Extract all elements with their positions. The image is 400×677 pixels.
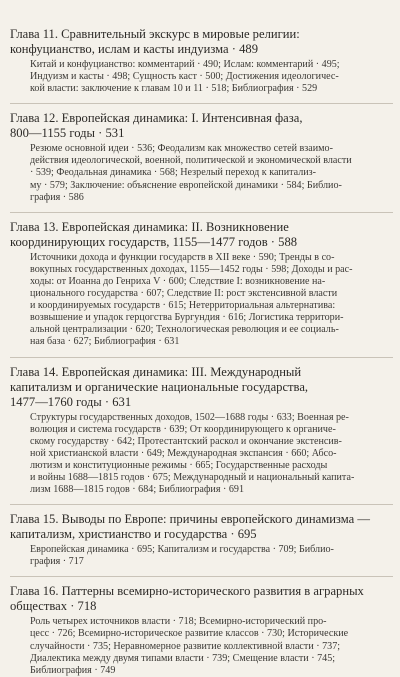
section-line: альной централизации · 620; Технологическая революция и ее социаль- [30, 324, 339, 336]
chapter-16-title [10, 584, 393, 614]
section-line: случайности · 735; Неравномерное развитие коллективной власти · 737; [30, 640, 341, 652]
chapter-12 [10, 111, 393, 203]
chapter-11 [10, 27, 393, 95]
chapter-13 [10, 220, 393, 349]
section-line: Библиография · 749 [30, 664, 116, 676]
section-line: Индуизм и касты · 498; Сущность каст · 500; Достижения идеологичес- [30, 71, 339, 83]
section-line: действия идеологической, военной, политической и экономической власти [30, 155, 352, 167]
chapter-15-title [10, 512, 393, 542]
chapter-11-sections [10, 59, 393, 95]
chapter-title-line: конфуцианство, ислам и касты индуизма · 489 [10, 42, 259, 56]
chapter-13-sections [10, 252, 393, 349]
section-line: му · 579; Заключение: объяснение европейской динамики · 584; Библио- [30, 179, 342, 191]
section-line: Источники дохода и функции государств в XII веке · 590; Тренды в со- [30, 251, 335, 263]
divider [10, 212, 393, 213]
section-line: возвышение и упадок герцогства Бургундия · 616; Логистика территори- [30, 312, 344, 324]
chapter-12-sections [10, 143, 393, 203]
chapter-title-line: обществах · 718 [10, 599, 97, 614]
section-line: ная база · 627; Библиография · 631 [30, 336, 180, 348]
divider [10, 357, 393, 358]
section-line: Роль четырех источников власти · 718; Всемирно-исторический про- [30, 616, 327, 628]
section-line: Структуры государственных доходов, 1502—1688 годы · 633; Военная ре- [30, 411, 349, 423]
section-line: скому государству · 642; Протестантский раскол и окончание экстенсив- [30, 435, 342, 447]
section-line: и войны 1688—1815 годов · 675; Международный и национальный капита- [30, 471, 355, 483]
chapter-title-line: Глава 14. Европейская динамика: III. Международный [10, 364, 302, 379]
chapter-15-sections [10, 544, 393, 568]
chapter-title-line: Глава 12. Европейская динамика: I. Интенсивная фаза, [10, 111, 303, 126]
section-line: ходы: от Иоанна до Генриха V · 600; Следствие I: возникновение на- [30, 275, 326, 287]
chapter-title-line: Глава 11. Сравнительный экскурс в мировые религии: [10, 27, 300, 41]
section-line: Диалектика между двумя типами власти · 739; Смещение власти · 745; [30, 652, 336, 664]
section-line: ционального государства · 607; Следствие II: рост экстенсивной власти [30, 288, 338, 300]
chapter-title-line: капитализм и органические национальные государства, [10, 379, 309, 394]
section-line: графия · 717 [30, 556, 84, 568]
divider [10, 504, 393, 505]
section-line: Китай и конфуцианство: комментарий · 490; Ислам: комментарий · 495; [30, 59, 340, 70]
chapter-title-line: Глава 16. Паттерны всемирно-исторического развития в аграрных [10, 584, 364, 599]
chapter-15 [10, 512, 393, 568]
chapter-title-line: Глава 15. Выводы по Европе: причины европейского динамизма — [10, 512, 370, 527]
section-line: вокупных государственных доходах, 1155—1452 годы · 598; Доходы и рас- [30, 263, 353, 275]
chapter-14 [10, 365, 393, 497]
chapter-title-line: 800—1155 годы · 531 [10, 126, 125, 141]
section-line: лизм 1688—1815 годов · 684; Библиография · 691 [30, 484, 245, 496]
chapter-12-title [10, 111, 393, 141]
section-line: цесс · 726; Всемирно-историческое развитие классов · 730; Исторические [30, 628, 349, 640]
section-line: волюция и система государств · 639; От координирующего к органиче- [30, 423, 336, 435]
section-line: кой власти: заключение к главам 10 и 11 · 518; Библиография · 529 [30, 83, 318, 95]
chapter-16-sections [10, 616, 393, 676]
chapter-11-title [10, 27, 393, 57]
chapter-title-line: 1477—1760 годы · 631 [10, 394, 132, 409]
section-line: Европейская динамика · 695; Капитализм и государства · 709; Библио- [30, 544, 334, 556]
chapter-16 [10, 584, 393, 676]
chapter-title-line: Глава 13. Европейская динамика: II. Возникновение [10, 219, 289, 234]
section-line: лютизм и конституционные режимы · 665; Государственные расходы [30, 459, 328, 471]
section-line: · 539; Феодальная динамика · 568; Незрелый переход к капитализ- [30, 167, 316, 179]
chapter-title-line: координирующих государств, 1155—1477 годов · 588 [10, 234, 298, 249]
divider [10, 576, 393, 577]
section-line: графия · 586 [30, 191, 84, 203]
table-of-contents [10, 27, 393, 677]
divider [10, 103, 393, 104]
chapter-14-title [10, 365, 393, 410]
chapter-13-title [10, 220, 393, 250]
section-line: и координируемых государств · 615; Нетерриториальная альтернатива: [30, 300, 336, 312]
section-line: ной христианской власти · 649; Международная экспансия · 660; Абсо- [30, 447, 337, 459]
section-line: Резюме основной идеи · 536; Феодализм как множество сетей взаимо- [30, 143, 333, 155]
chapter-14-sections [10, 412, 393, 497]
chapter-title-line: капитализм, христианство и государства · 695 [10, 527, 257, 542]
